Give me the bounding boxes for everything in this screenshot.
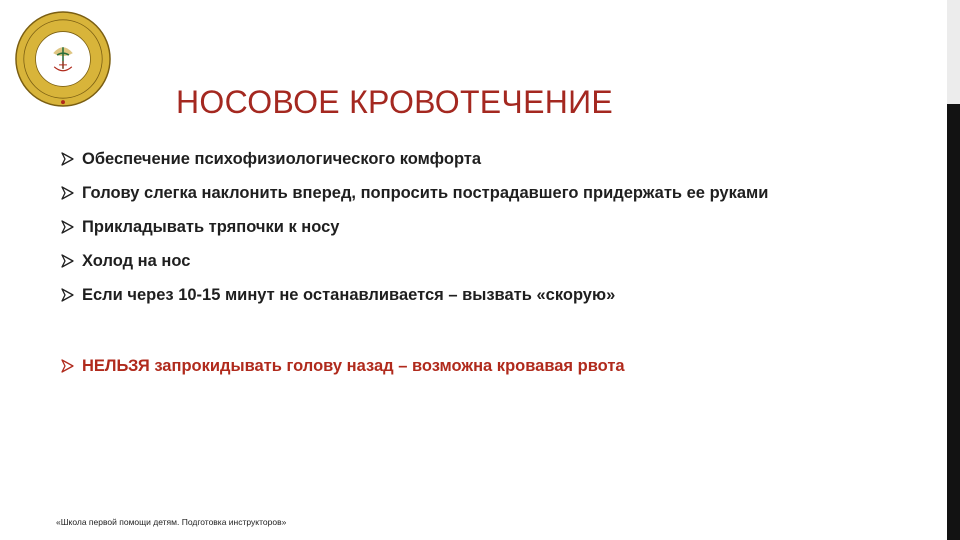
- arrowhead-bullet-icon: [60, 152, 74, 166]
- bullet-text: Холод на нос: [82, 252, 191, 270]
- edge-bar-top: [947, 0, 960, 104]
- bullet-text: Голову слегка наклонить вперед, попросить пострадавшего придержать ее руками: [82, 184, 769, 202]
- list-item: [60, 216, 860, 239]
- list-item: [60, 284, 860, 307]
- rescue-emblem-icon: [14, 10, 112, 108]
- list-item: [60, 250, 860, 273]
- bullet-list: [60, 148, 860, 378]
- arrowhead-bullet-icon: [60, 220, 74, 234]
- list-item: [60, 182, 860, 205]
- bullet-text: Если через 10-15 минут не останавливается – вызвать «скорую»: [82, 286, 616, 304]
- warning-text: НЕЛЬЗЯ запрокидывать голову назад – возможна кровавая рвота: [82, 357, 625, 375]
- edge-bar-main: [947, 104, 960, 540]
- warning-item: [60, 355, 860, 378]
- list-item: [60, 148, 860, 171]
- arrowhead-bullet-icon: [60, 359, 74, 373]
- footer-note: «Школа первой помощи детям. Подготовка инструкторов»: [56, 517, 287, 527]
- arrowhead-bullet-icon: [60, 254, 74, 268]
- arrowhead-bullet-icon: [60, 288, 74, 302]
- page-title: НОСОВОЕ КРОВОТЕЧЕНИЕ: [176, 84, 614, 120]
- arrowhead-bullet-icon: [60, 186, 74, 200]
- bullet-text: Прикладывать тряпочки к носу: [82, 218, 340, 236]
- bullet-text: Обеспечение психофизиологического комфорта: [82, 150, 482, 168]
